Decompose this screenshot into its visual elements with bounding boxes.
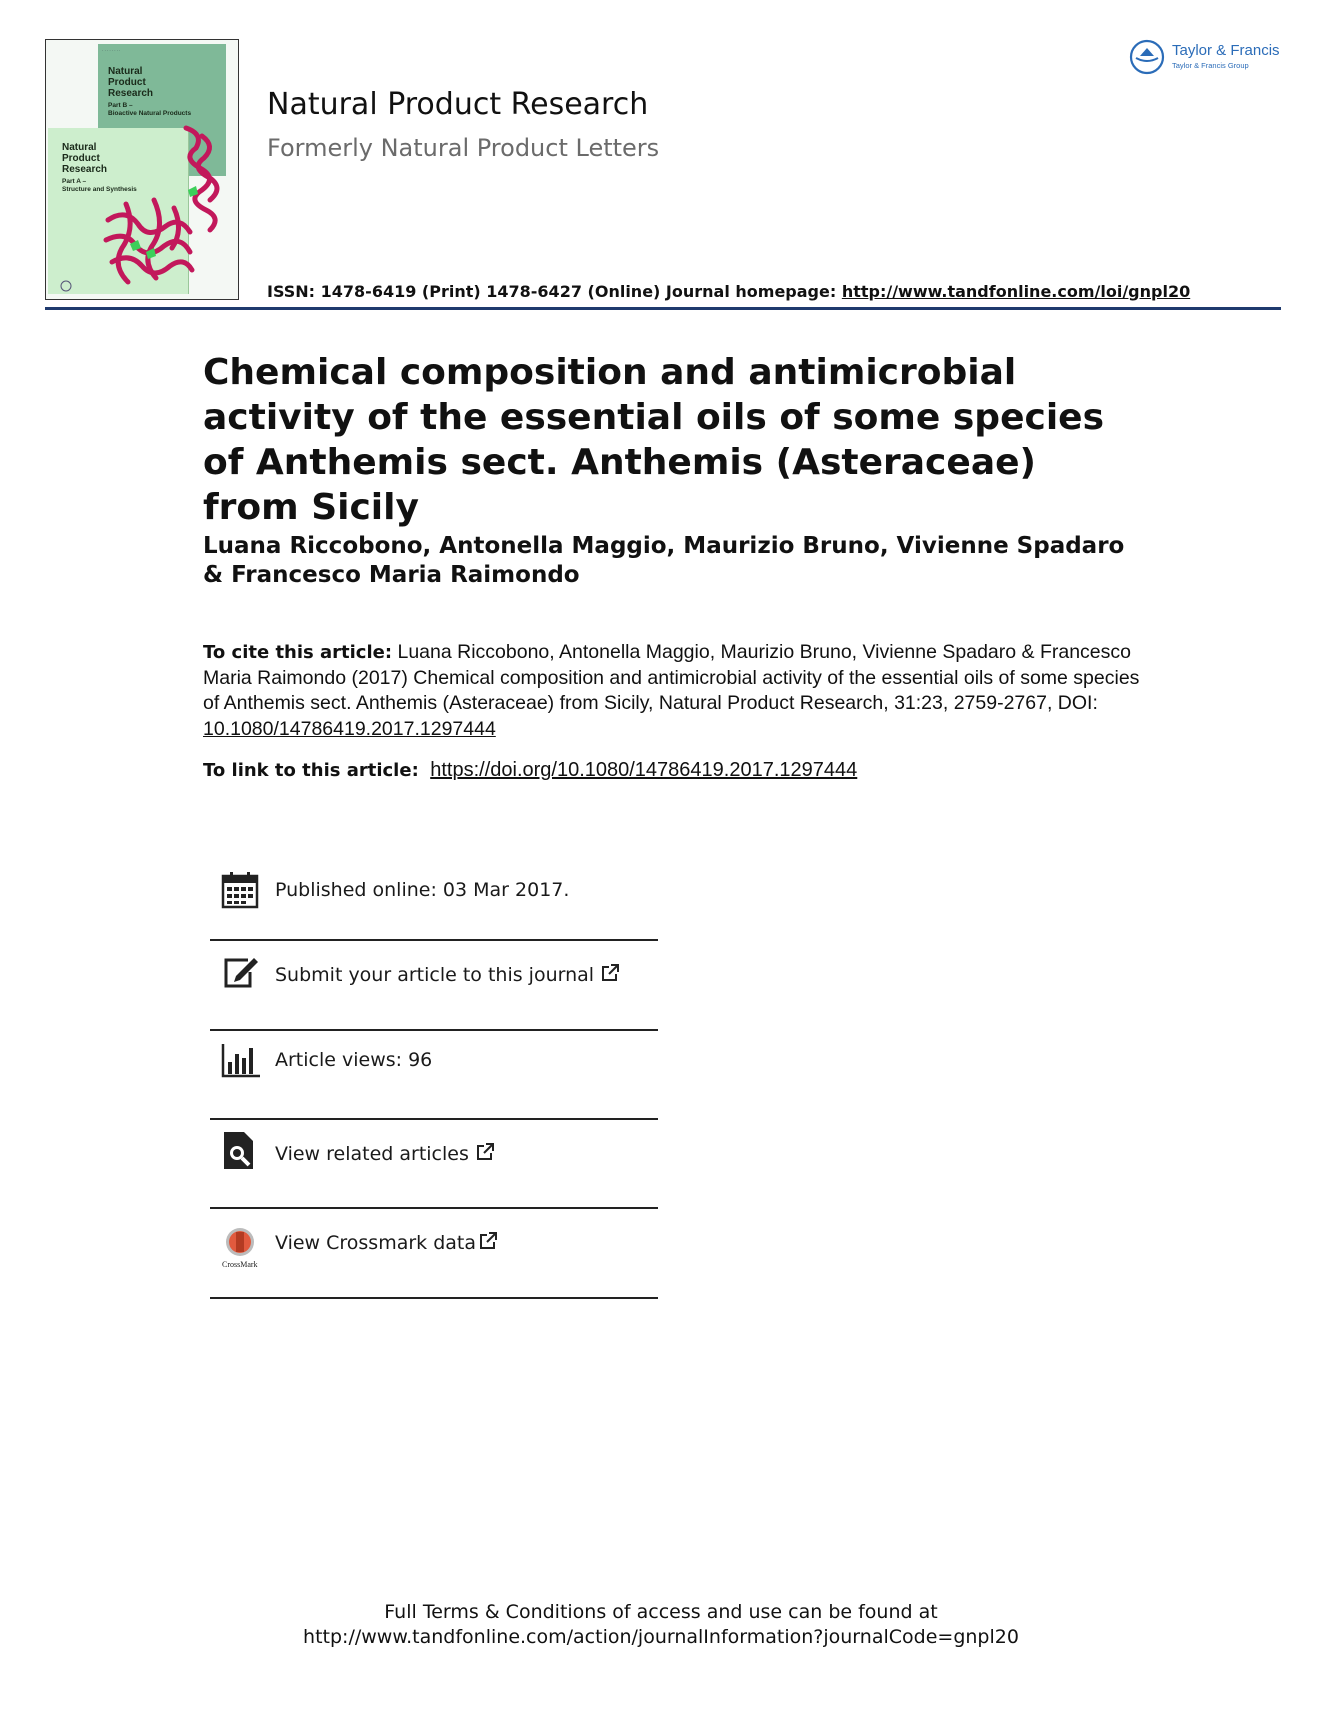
crossmark-logo-text: CrossMark <box>222 1260 258 1269</box>
related-articles-label: View related articles <box>275 1143 469 1165</box>
published-online-label: Published online: 03 Mar 2017. <box>275 879 570 901</box>
journal-title: Natural Product Research <box>267 87 649 122</box>
submit-article-label: Submit your article to this journal <box>275 964 595 986</box>
terms-url[interactable]: http://www.tandfonline.com/action/journalInformation?journalCode=gnpl20 <box>303 1626 1019 1648</box>
issn-text: ISSN: 1478-6419 (Print) 1478-6427 (Online) Journal homepage: <box>267 282 842 301</box>
article-doi-link[interactable]: https://doi.org/10.1080/14786419.2017.1297444 <box>430 759 858 781</box>
terms-line: Full Terms & Conditions of access and use can be found at <box>384 1601 938 1623</box>
article-views-row <box>210 1032 658 1120</box>
taylor-francis-logo-icon <box>1128 38 1168 76</box>
row-divider <box>210 1297 658 1299</box>
cover-back-title: Natural Product Research <box>108 66 154 99</box>
journal-cover <box>45 39 239 300</box>
row-divider <box>210 939 658 941</box>
cover-back-subtitle: Part B – Bioactive Natural Products <box>108 102 192 117</box>
article-views-label: Article views: 96 <box>275 1049 433 1071</box>
publisher-group: Taylor & Francis Group <box>1172 61 1249 70</box>
citation-doi-link[interactable]: 10.1080/14786419.2017.1297444 <box>203 717 496 740</box>
submit-article-link[interactable] <box>275 963 620 986</box>
citation-text: Luana Riccobono, Antonella Maggio, Maurizio Bruno, Vivienne Spadaro & Francesco Maria Raimondo (2017) Chemical composition and antimicrobial activity of the essential oils of some species of Anthemis sect. Anthemis (Asteraceae) from Sicily, Natural Product Research, 31:23, 2759-2767, DOI: <box>203 641 1140 714</box>
external-link-icon <box>475 1142 495 1162</box>
row-divider <box>210 1118 658 1120</box>
citation-label: To cite this article: <box>203 642 393 663</box>
citation-block <box>203 640 1143 742</box>
related-articles-link[interactable] <box>275 1142 495 1165</box>
external-link-icon <box>478 1231 498 1251</box>
journal-homepage-link[interactable]: http://www.tandfonline.com/loi/gnpl20 <box>841 282 1191 301</box>
journal-former-title: Formerly Natural Product Letters <box>267 134 660 162</box>
published-online-row <box>210 862 658 950</box>
calendar-icon <box>220 870 260 910</box>
issn-line <box>267 282 1190 301</box>
article-authors: Luana Riccobono, Antonella Maggio, Maurizio Bruno, Vivienne Spadaro & Francesco Maria Raimondo <box>203 533 1125 588</box>
bar-chart-icon <box>220 1040 260 1080</box>
related-articles-row[interactable] <box>210 1125 658 1213</box>
cover-meta: · · · · · · · · <box>102 48 121 53</box>
external-link-icon <box>600 963 620 983</box>
protein-structure-image <box>46 40 238 299</box>
edit-icon <box>220 952 260 992</box>
header-divider <box>45 307 1281 310</box>
submit-article-row[interactable] <box>210 946 658 1034</box>
article-title: Chemical composition and antimicrobial activity of the essential oils of some species of Anthemis sect. Anthemis (Asteraceae) from Sicily <box>203 352 1105 528</box>
document-search-icon <box>220 1131 260 1171</box>
crossmark-link[interactable] <box>275 1231 498 1254</box>
row-divider <box>210 1029 658 1031</box>
terms-footer <box>0 1600 1322 1650</box>
crossmark-row[interactable] <box>210 1214 658 1302</box>
cover-front-title: Natural Product Research <box>62 142 108 175</box>
crossmark-label: View Crossmark data <box>275 1232 477 1254</box>
article-link-line <box>203 759 857 782</box>
cover-front-subtitle: Part A – Structure and Synthesis <box>62 178 137 193</box>
article-link-label: To link to this article: <box>203 760 419 781</box>
publisher-name: Taylor & Francis <box>1172 42 1280 59</box>
row-divider <box>210 1207 658 1209</box>
